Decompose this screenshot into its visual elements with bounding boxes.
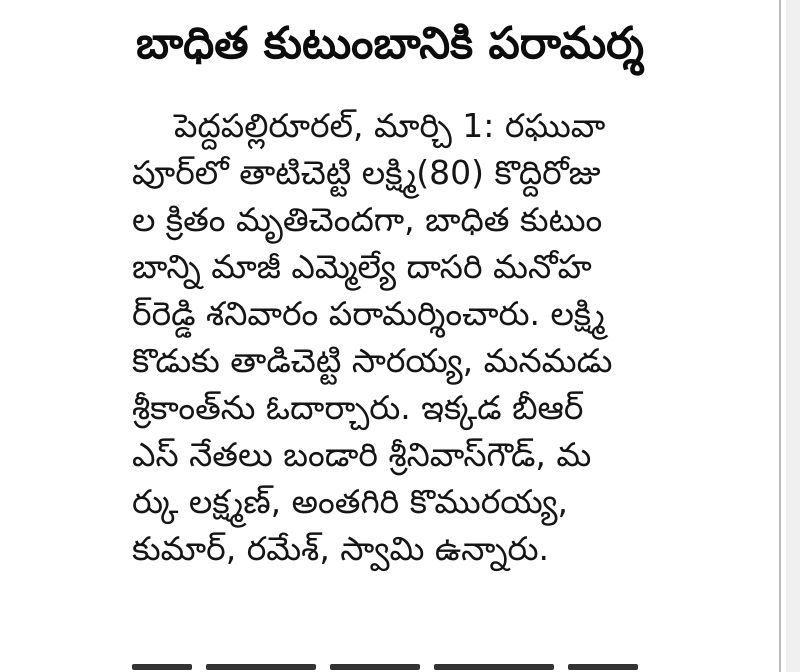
article-line: ర్కు లక్ష్మణ్, అంతగిరి కొమురయ్య,: [132, 482, 568, 521]
next-article-cutoff: [132, 652, 672, 672]
article-line: ఎస్ నేతలు బండారి శ్రీనివాస్‌గౌడ్, మ: [132, 435, 592, 474]
article-line: ల క్రితం మృతిచెందగా, బాధిత కుటుం: [132, 200, 603, 239]
article-headline: బాధిత కుటుంబానికి పరామర్శ: [136, 18, 644, 69]
article-line: కొడుకు తాడిచెట్టి సారయ్య, మనమడు: [132, 341, 613, 380]
article-line: శ్రీకాంత్‌ను ఓదార్చారు. ఇక్కడ బీఆర్: [132, 388, 584, 427]
column-divider: [779, 0, 781, 672]
page-edge-shade: [786, 0, 800, 672]
article-line: బాన్ని మాజీ ఎమ్మెల్యే దాసరి మనోహ: [132, 247, 592, 286]
article-line: కుమార్, రమేశ్, స్వామి ఉన్నారు.: [132, 529, 550, 568]
article-line: పెద్దపల్లిరూరల్, మార్చి 1: రఘువా: [174, 106, 606, 145]
article-line: ర్‌రెడ్డి శనివారం పరామర్శించారు. లక్ష్మి: [132, 294, 605, 333]
article-line: పూర్‌లో తాటిచెట్టి లక్ష్మి(80) కొద్దిరోజు: [132, 153, 601, 192]
article-body: [132, 102, 672, 572]
